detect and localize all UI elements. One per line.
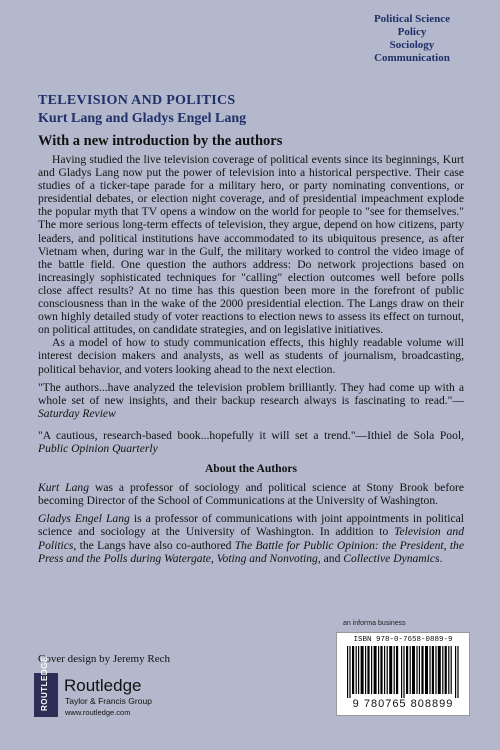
review-quote bbox=[38, 381, 464, 420]
logo-vertical-text: ROUTLEDGE bbox=[40, 656, 49, 711]
isbn-label: ISBN 978-0-7658-0889-9 bbox=[353, 636, 453, 644]
publisher-url: www.routledge.com bbox=[65, 708, 131, 717]
review-quote-source: Saturday Review bbox=[38, 406, 116, 420]
book-title-ref: Collective Dynamics bbox=[343, 551, 440, 565]
review-quote-source: Public Opinion Quarterly bbox=[38, 441, 158, 455]
author-bio-text: is a professor of communications with joint appointments in political science and sociology at the University of Washington. In addition to bbox=[38, 512, 464, 539]
author-bio-text: was a professor of sociology and political science at Stony Brook before becoming Director of the School of Communications at the University of Washington. bbox=[38, 481, 464, 508]
author-bio-gladys bbox=[38, 512, 464, 564]
review-quote-text: "The authors...have analyzed the television problem brilliantly. They had come up with a whole set of new insights, and their backup research always is fascinating to read."— bbox=[38, 380, 464, 407]
book-authors: Kurt Lang and Gladys Engel Lang bbox=[38, 111, 247, 126]
cover-design-credit: Cover design by Jeremy Rech bbox=[38, 653, 170, 665]
description-paragraph: Having studied the live television coverage of political events since its beginnings, Kurt and Gladys Lang now put the power of television into a historical perspective. Their case studies of a ticker-tape parade for a military hero, or party nominating conventions, or presidential debates, or election night coverage, and of presidential impeachment explode the popular myth that TV opens a window on the world for people to "see for themselves." The more serious long-term effects of television, they argue, depend on how citizens, party leaders, and political institutions have accommodated to its ubiquitous presence, as after Vietnam when, during war in the Gulf, the military worked to control the video image of the battle field. One question the authors address: Do network projections based on increasingly sophisticated techniques for "calling" election outcomes well before polls close affect results? At no time has this question been more in the forefront of public consciousness than in the wake of the 2000 presidential election. The Langs draw on their own highly detailed study of voter reactions to election news to assess its effect on turnout, on political attitudes, on candidate strategies, and on legislative initiatives. bbox=[38, 153, 464, 337]
routledge-logo-icon bbox=[34, 656, 58, 717]
publisher-group: Taylor & Francis Group bbox=[65, 696, 152, 706]
publisher-name: Routledge bbox=[64, 676, 142, 695]
author-bio-text: , and bbox=[317, 551, 344, 565]
informa-tagline: an informa business bbox=[343, 620, 406, 627]
intro-note: With a new introduction by the authors bbox=[38, 133, 283, 149]
book-title: TELEVISION AND POLITICS bbox=[38, 93, 236, 108]
book-title-ref: Television and Politics bbox=[38, 525, 464, 552]
barcode-panel bbox=[336, 632, 470, 716]
about-authors-heading: About the Authors bbox=[204, 462, 298, 476]
author-bio-text: , the Langs have also co-authored bbox=[73, 538, 235, 552]
category-communication: Communication bbox=[374, 52, 450, 64]
author-name: Kurt Lang bbox=[38, 481, 90, 495]
author-bio-text: , bbox=[210, 551, 217, 565]
book-title-ref: Voting and Nonvoting bbox=[216, 551, 318, 565]
barcode-digits: 9 780765 808899 bbox=[352, 698, 454, 710]
barcode-icon bbox=[347, 646, 459, 698]
category-political-science: Political Science bbox=[373, 13, 450, 25]
review-quote-text: "A cautious, research-based book...hopefully it will set a trend."—Ithiel de Sola Pool, bbox=[38, 428, 464, 442]
audience-paragraph: As a model of how to study communication effects, this highly readable volume will interest decision makers and analysts, as well as students of journalism, broadcasting, political behavior, and voters looking ahead to the next election. bbox=[38, 336, 464, 376]
author-bio-text: . bbox=[439, 551, 443, 565]
author-bio-kurt bbox=[38, 481, 464, 507]
review-quote bbox=[38, 429, 464, 455]
category-sociology: Sociology bbox=[389, 39, 435, 51]
book-title-ref: The Battle for Public Opinion: the President, the Press and the Polls during Watergate bbox=[38, 538, 464, 565]
author-name: Gladys Engel Lang bbox=[38, 512, 130, 526]
back-cover-text bbox=[38, 153, 464, 565]
category-policy: Policy bbox=[397, 26, 427, 38]
subject-categories bbox=[374, 13, 450, 65]
